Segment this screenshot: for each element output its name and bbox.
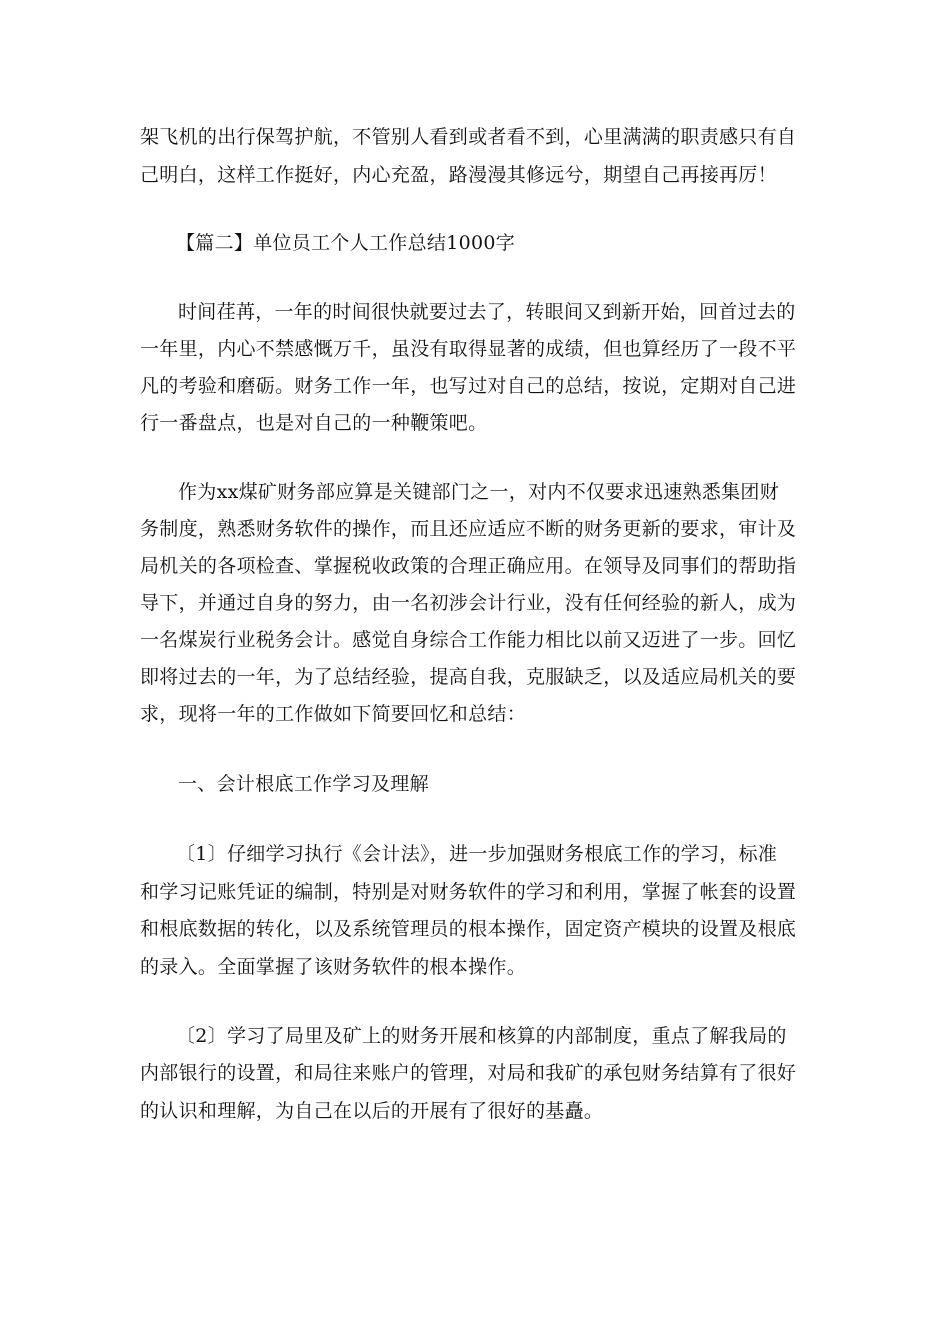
text-line: 架飞机的出行保驾护航，不管别人看到或者看不到，心里满满的职责感只有自 xyxy=(140,126,797,148)
text-line: 己明白，这样工作挺好，内心充盈，路漫漫其修远兮，期望自己再接再厉！ xyxy=(140,164,777,186)
text-line: 〔1〕仔细学习执行《会计法》，进一步加强财务根底工作的学习，标准 xyxy=(176,843,778,865)
text-line: 的认识和理解，为自己在以后的开展有了很好的基矗。 xyxy=(140,1100,604,1122)
section-title: 【篇二】单位员工个人工作总结1000字 xyxy=(176,232,516,254)
text-line: 时间荏苒，一年的时间很快就要过去了，转眼间又到新开始，回首过去的 xyxy=(178,301,796,323)
text-line: 凡的考验和磨砺。财务工作一年，也写过对自己的总结，按说，定期对自己进 xyxy=(140,375,797,397)
text-line: 内部银行的设置，和局往来账户的管理，对局和我矿的承包财务结算有了很好 xyxy=(140,1062,797,1084)
text-line: 的录入。全面掌握了该财务软件的根本操作。 xyxy=(140,956,527,978)
text-line: 和根底数据的转化，以及系统管理员的根本操作，固定资产模块的设置及根底 xyxy=(140,918,797,940)
section-heading: 一、会计根底工作学习及理解 xyxy=(178,773,429,795)
text-line: 一名煤炭行业税务会计。感觉自身综合工作能力相比以前又迈进了一步。回忆 xyxy=(140,629,797,651)
text-line: 务制度，熟悉财务软件的操作，而且还应适应不断的财务更新的要求，审计及 xyxy=(140,518,797,540)
text-line: 作为xx煤矿财务部应算是关键部门之一，对内不仅要求迅速熟悉集团财 xyxy=(178,481,780,503)
text-line: 和学习记账凭证的编制，特别是对财务软件的学习和利用，掌握了帐套的设置 xyxy=(140,881,797,903)
text-line: 行一番盘点，也是对自己的一种鞭策吧。 xyxy=(140,412,488,434)
text-line: 求，现将一年的工作做如下简要回忆和总结： xyxy=(140,703,527,725)
text-line: 〔2〕学习了局里及矿上的财务开展和核算的内部制度，重点了解我局的 xyxy=(176,1025,787,1047)
text-line: 局机关的各项检查、掌握税收政策的合理正确应用。在领导及同事们的帮助指 xyxy=(140,555,797,577)
text-line: 导下，并通过自身的努力，由一名初涉会计行业，没有任何经验的新人，成为 xyxy=(140,592,797,614)
text-line: 一年里，内心不禁感慨万千，虽没有取得显著的成绩，但也算经历了一段不平 xyxy=(140,338,797,360)
text-line: 即将过去的一年，为了总结经验，提高自我，克服缺乏，以及适应局机关的要 xyxy=(140,666,797,688)
